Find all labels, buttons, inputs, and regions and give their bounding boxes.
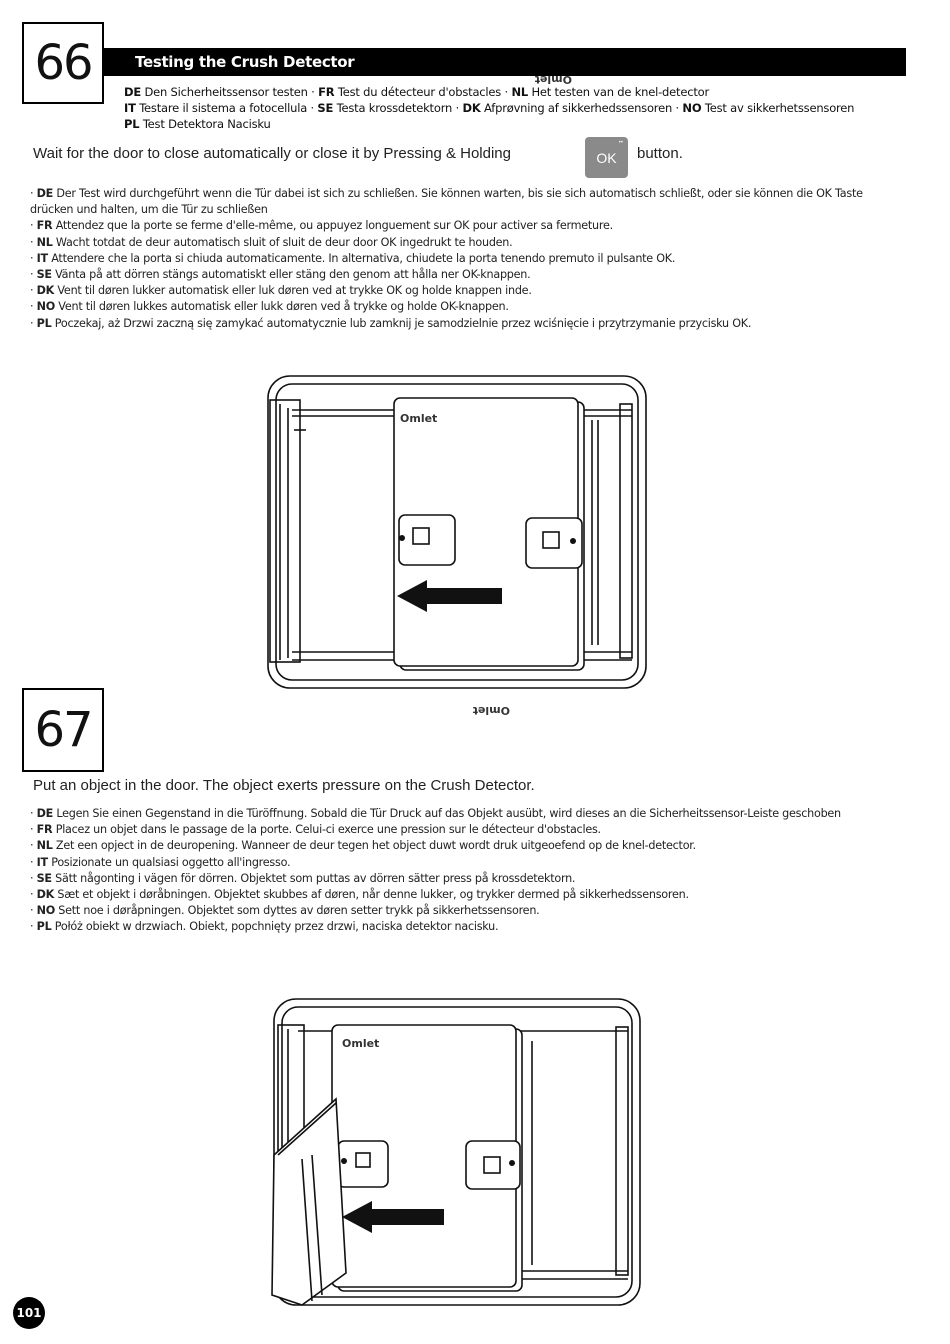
language-code: DK (462, 101, 481, 115)
translation-row: · FR Placez un objet dans le passage de la porte. Celui-ci exerce une pression sur le détecteur d'obstacles. (30, 823, 601, 837)
translation-text: Test du détecteur d'obstacles · (334, 85, 512, 99)
language-code: PL (36, 316, 52, 330)
language-code: NL (511, 85, 529, 99)
translation-text: Den Sicherheitssensor testen · (141, 85, 319, 99)
translation-text: Der Test wird durchgeführt wenn die Tür dabei ist sich zu schließen. Sie können warten, bis sie sich automatisch schließt, oder sie können die OK Taste drücken und halten, um die Tür zu schließen (30, 187, 863, 217)
translation-text: Attendere che la porta si chiuda automaticamente. In alternativa, chiudete la porta tenendo premuto il pulsante OK. (47, 251, 676, 265)
title-translation-line (124, 116, 854, 132)
language-code: PL (36, 920, 52, 934)
translation-row: · SE Sätt någonting i vägen för dörren. Objektet som puttas av dörren sätter press på krossdetektorn. (30, 871, 576, 885)
translation-text: Vent til døren lukkes automatisk eller lukk døren ved å trykke og holde OK-knappen. (55, 300, 509, 314)
translation-row: · IT Attendere che la porta si chiuda automaticamente. In alternativa, chiudete la porta tenendo premuto il pulsante OK. (30, 251, 676, 265)
translation-row: · PL Poczekaj, aż Drzwi zaczną się zamykać automatycznie lub zamknij je samodzielnie przez wciśnięcie i przytrzymanie przycisku OK. (30, 316, 752, 330)
translation-text: Posizionate un qualsiasi oggetto all'ingresso. (47, 855, 291, 869)
language-code: DK (36, 284, 55, 298)
step67-translations (30, 806, 900, 936)
step67-instruction: Put an object in the door. The object exerts pressure on the Crush Detector. (33, 777, 535, 794)
translation-text: Vent til døren lukker automatisk eller luk døren ved at trykke OK og holde knappen inde. (54, 284, 532, 298)
translation-row: · PL Połóż obiekt w drzwiach. Obiekt, popchnięty przez drzwi, naciska detektor nacisku. (30, 920, 499, 934)
step-number: 67 (34, 702, 92, 758)
title-translation-line (124, 100, 854, 116)
translation-row: · NL Wacht totdat de deur automatisch sluit of sluit de deur door OK ingedrukt te houden. (30, 235, 513, 249)
translation-text: Zet een opject in de deuropening. Wanneer de deur tegen het object duwt wordt druk uitgeoefend op de knel-detector. (52, 839, 696, 853)
translation-text: Het testen van de knel-detector (528, 85, 710, 99)
section-title-bar (103, 48, 906, 76)
translation-row: · SE Vänta på att dörren stängs automatiskt eller stäng den genom att hålla ner OK-knappen. (30, 268, 531, 282)
section-title: Testing the Crush Detector (135, 53, 355, 71)
language-code: DE (124, 85, 142, 99)
translation-row: · FR Attendez que la porte se ferme d'elle-même, ou appuyez longuement sur OK pour activer sa fermeture. (30, 219, 613, 233)
translation-text: Wacht totdat de deur automatisch sluit of sluit de deur door OK ingedrukt te houden. (52, 235, 513, 249)
title-translations (124, 84, 854, 132)
translation-text: Legen Sie einen Gegenstand in die Türöffnung. Sobald die Tür Druck auf das Objekt ausübt, wird dieses an die Sicherheitssensor-Leiste geschoben (53, 807, 841, 820)
translation-text: Sett noe i døråpningen. Objektet som dyttes av døren setter trykk på sikkerhetssensoren. (55, 904, 540, 918)
translation-text: Afprøvning af sikkerhedssensoren · (480, 101, 683, 115)
translation-text: Test av sikkerhetssensoren (701, 101, 855, 115)
translation-row: · IT Posizionate un qualsiasi oggetto all'ingresso. (30, 855, 291, 869)
language-code: FR (318, 85, 335, 99)
language-code: FR (36, 823, 53, 837)
step66-instruction: Wait for the door to close automatically or close it by Pressing & Holding (33, 145, 511, 162)
translation-text: Testare il sistema a fotocellula · (135, 101, 318, 115)
language-code: IT (36, 855, 48, 869)
translation-text: Placez un objet dans le passage de la porte. Celui-ci exerce une pression sur le détecteur d'obstacles. (52, 823, 601, 837)
translation-text: Sæt et objekt i døråbningen. Objektet skubbes af døren, når denne lukker, og trykker dermed på sikkerhedssensoren. (54, 888, 689, 902)
translation-row: · DE Der Test wird durchgeführt wenn die Tür dabei ist sich zu schließen. Sie können warten, bis sie sich automatisch schließt, oder sie können die OK Taste drücken und halten, um die Tür zu schließen (30, 187, 863, 217)
step-number-box (22, 688, 104, 772)
language-code: SE (36, 871, 52, 885)
translation-row: · NL Zet een opject in de deuropening. Wanneer de deur tegen het object duwt wordt druk uitgeoefend op de knel-detector. (30, 839, 696, 853)
door-logo: Omlet (342, 1037, 380, 1050)
translation-row: · NO Vent til døren lukkes automatisk eller lukk døren ved å trykke og holde OK-knappen. (30, 300, 509, 314)
language-code: NO (36, 904, 55, 918)
translation-text: Sätt någonting i vägen för dörren. Objektet som puttas av dörren sätter press på krossdetektorn. (51, 871, 576, 885)
translation-text: Poczekaj, aż Drzwi zaczną się zamykać automatycznie lub zamknij je samodzielnie przez wciśnięcie i przytrzymanie przycisku OK. (51, 316, 752, 330)
language-code: SE (36, 268, 52, 282)
language-code: NO (36, 300, 55, 314)
language-code: PL (124, 117, 140, 131)
door-logo-mirrored: Omlet (472, 704, 510, 717)
translation-row: · DK Sæt et objekt i døråbningen. Objektet skubbes af døren, når denne lukker, og trykker dermed på sikkerhedssensoren. (30, 888, 689, 902)
title-translation-line (124, 84, 854, 100)
translation-text: Attendez que la porte se ferme d'elle-même, ou appuyez longuement sur OK pour activer sa fermeture. (52, 219, 613, 233)
ok-button-icon: •• OK (585, 137, 628, 178)
language-code: NL (36, 839, 53, 853)
language-code: DK (36, 888, 55, 902)
language-code: DE (36, 187, 54, 200)
ok-label: OK (596, 149, 617, 166)
translation-text: Połóż obiekt w drzwiach. Obiekt, popchnięty przez drzwi, naciska detektor nacisku. (51, 920, 499, 934)
door-logo: Omlet (400, 412, 438, 425)
translation-row: · DK Vent til døren lukker automatisk eller luk døren ved at trykke OK og holde knappen inde. (30, 284, 532, 298)
language-code: IT (36, 251, 48, 265)
translation-row: · DE Legen Sie einen Gegenstand in die Türöffnung. Sobald die Tür Druck auf das Objekt ausübt, wird dieses an die Sicherheitssensor-Leiste geschoben (30, 807, 841, 820)
step-number: 66 (34, 35, 92, 91)
translation-text: Testa krossdetektorn · (333, 101, 463, 115)
step66-translations (30, 186, 900, 332)
language-code: FR (36, 219, 53, 233)
translation-row: · NO Sett noe i døråpningen. Objektet som dyttes av døren setter trykk på sikkerhetssensoren. (30, 904, 540, 918)
language-code: NO (682, 101, 702, 115)
language-code: DE (36, 807, 54, 820)
door-logo-mirrored: Omlet (534, 73, 572, 86)
language-code: IT (124, 101, 136, 115)
translation-text: Test Detektora Nacisku (139, 117, 271, 131)
language-code: SE (317, 101, 334, 115)
step-number-box (22, 22, 104, 104)
step66-instruction-end: button. (637, 145, 683, 162)
page-number: 101 (13, 1297, 45, 1329)
language-code: NL (36, 235, 53, 249)
translation-text: Vänta på att dörren stängs automatiskt eller stäng den genom att hålla ner OK-knappen. (51, 268, 531, 282)
